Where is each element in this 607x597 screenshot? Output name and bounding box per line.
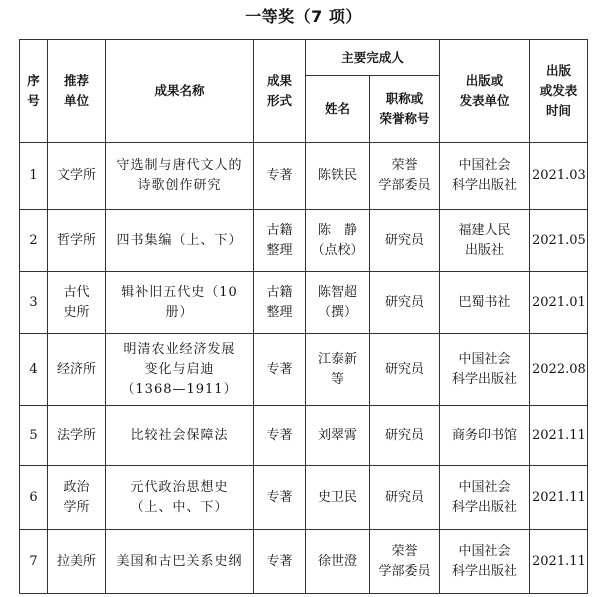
cell-person: 陈铁民: [306, 143, 370, 210]
cell-rank: 研究员: [370, 272, 440, 334]
cell-person: 史卫民: [306, 466, 370, 530]
cell-seq: 5: [20, 406, 48, 466]
cell-rank: 荣誉 学部委员: [370, 530, 440, 594]
header-unit: 推荐 单位: [48, 40, 106, 143]
cell-seq: 3: [20, 272, 48, 334]
cell-rank: 研究员: [370, 210, 440, 272]
cell-seq: 1: [20, 143, 48, 210]
cell-time: 2021.01: [530, 272, 588, 334]
cell-time: 2022.08: [530, 334, 588, 406]
cell-publisher: 巴蜀书社: [440, 272, 530, 334]
cell-unit: 政治 学所: [48, 466, 106, 530]
cell-name: 元代政治思想史 （上、中、下）: [106, 466, 254, 530]
cell-time: 2021.11: [530, 466, 588, 530]
cell-unit: 经济所: [48, 334, 106, 406]
cell-form: 专著: [254, 406, 306, 466]
cell-publisher: 中国社会 科学出版社: [440, 334, 530, 406]
cell-time: 2021.11: [530, 406, 588, 466]
header-seq: 序 号: [20, 40, 48, 143]
header-rank: 职称或 荣誉称号: [370, 76, 440, 143]
header-publisher: 出版或 发表单位: [440, 40, 530, 143]
cell-form: 古籍 整理: [254, 210, 306, 272]
table-row: [20, 406, 588, 466]
table-row: [20, 466, 588, 530]
cell-unit: 法学所: [48, 406, 106, 466]
table-row: [20, 334, 588, 406]
cell-person: 陈智超 （撰）: [306, 272, 370, 334]
cell-form: 古籍 整理: [254, 272, 306, 334]
table-row: [20, 210, 588, 272]
cell-publisher: 中国社会 科学出版社: [440, 143, 530, 210]
header-main-person: 主要完成人: [306, 40, 440, 76]
cell-time: 2021.11: [530, 530, 588, 594]
cell-name: 辑补旧五代史（10 册）: [106, 272, 254, 334]
cell-person: 徐世澄: [306, 530, 370, 594]
cell-rank: 研究员: [370, 334, 440, 406]
cell-form: 专著: [254, 530, 306, 594]
cell-unit: 哲学所: [48, 210, 106, 272]
cell-seq: 6: [20, 466, 48, 530]
table-row: [20, 530, 588, 594]
cell-time: 2021.05: [530, 210, 588, 272]
cell-rank: 研究员: [370, 466, 440, 530]
cell-form: 专著: [254, 334, 306, 406]
cell-name: 比较社会保障法: [106, 406, 254, 466]
cell-seq: 4: [20, 334, 48, 406]
cell-person: 陈 静 （点校）: [306, 210, 370, 272]
cell-seq: 2: [20, 210, 48, 272]
cell-form: 专著: [254, 143, 306, 210]
table-row: [20, 272, 588, 334]
cell-publisher: 中国社会 科学出版社: [440, 530, 530, 594]
cell-unit: 拉美所: [48, 530, 106, 594]
cell-name: 美国和古巴关系史纲: [106, 530, 254, 594]
cell-name: 守选制与唐代文人的 诗歌创作研究: [106, 143, 254, 210]
cell-unit: 古代 史所: [48, 272, 106, 334]
cell-name: 四书集编（上、下）: [106, 210, 254, 272]
cell-person: 江泰新 等: [306, 334, 370, 406]
cell-seq: 7: [20, 530, 48, 594]
cell-rank: 研究员: [370, 406, 440, 466]
award-table: [19, 39, 588, 594]
cell-name: 明清农业经济发展 变化与启迪 （1368—1911）: [106, 334, 254, 406]
cell-form: 专著: [254, 466, 306, 530]
table-row: [20, 143, 588, 210]
cell-publisher: 商务印书馆: [440, 406, 530, 466]
cell-publisher: 福建人民 出版社: [440, 210, 530, 272]
cell-time: 2021.03: [530, 143, 588, 210]
cell-person: 刘翠霄: [306, 406, 370, 466]
header-time: 出版 或发表 时间: [530, 40, 588, 143]
cell-publisher: 中国社会 科学出版社: [440, 466, 530, 530]
header-name: 成果名称: [106, 40, 254, 143]
header-person: 姓名: [306, 76, 370, 143]
page-title: 一等奖（7 项）: [245, 7, 362, 26]
cell-rank: 荣誉 学部委员: [370, 143, 440, 210]
cell-unit: 文学所: [48, 143, 106, 210]
header-form: 成果 形式: [254, 40, 306, 143]
